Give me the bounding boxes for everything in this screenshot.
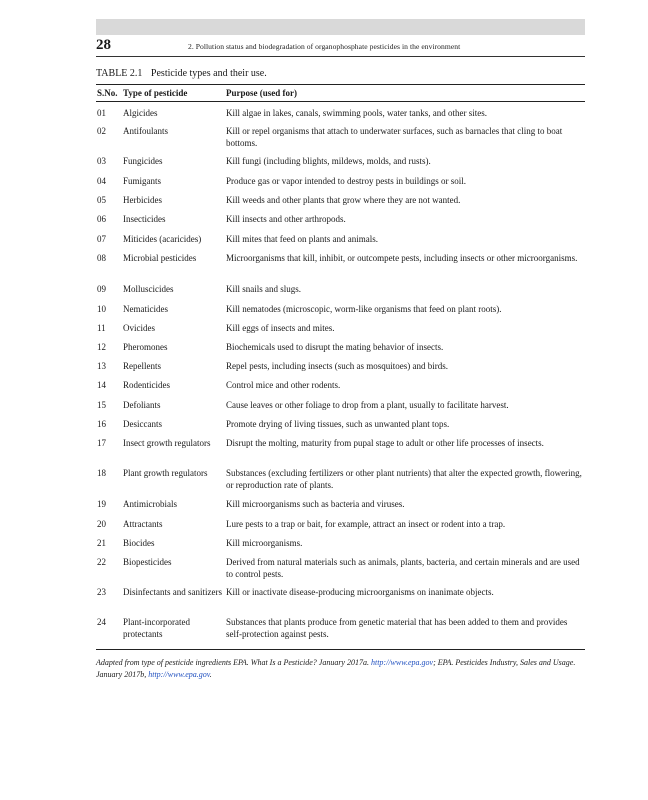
pesticide-type: Molluscicides: [123, 284, 174, 294]
row-number: 16: [97, 419, 106, 429]
pesticide-purpose: Cause leaves or other foliage to drop from a plant, usually to facilitate harvest.: [226, 400, 509, 410]
running-head: 2. Pollution status and biodegradation of organophosphate pesticides in the environment: [188, 42, 461, 51]
row-number: 12: [97, 342, 106, 352]
row-number: 24: [97, 617, 106, 627]
row-number: 14: [97, 380, 106, 390]
pesticide-purpose: Kill eggs of insects and mites.: [226, 323, 335, 333]
pesticide-type: Herbicides: [123, 195, 162, 205]
pesticide-type: Attractants: [123, 519, 163, 529]
row-number: 09: [97, 284, 106, 294]
row-number: 17: [97, 438, 106, 448]
row-number: 19: [97, 499, 106, 509]
pesticide-type: Rodenticides: [123, 380, 170, 390]
row-number: 10: [97, 304, 106, 314]
row-number: 01: [97, 108, 106, 118]
pesticide-purpose: Control mice and other rodents.: [226, 380, 341, 390]
pesticide-type: Disinfectants and sanitizers: [123, 587, 222, 597]
pesticide-type: Microbial pesticides: [123, 253, 197, 263]
pesticide-purpose: Kill or repel organisms that attach to underwater surfaces, such as barnacles that cling to boat bottoms.: [226, 126, 563, 148]
pesticide-type: Pheromones: [123, 342, 168, 352]
row-number: 05: [97, 195, 106, 205]
table-header-rule: [96, 101, 585, 102]
pesticide-purpose: Substances (excluding fertilizers or other plant nutrients) that alter the expected growth, flowering, or reproduction rate of plants.: [226, 468, 582, 490]
table-top-rule: [96, 84, 585, 85]
table-bottom-rule: [96, 649, 585, 650]
footnote-text-1: Adapted from type of pesticide ingredients EPA. What Is a Pesticide? January 2017a.: [96, 658, 371, 667]
pesticide-purpose: Kill insects and other arthropods.: [226, 214, 346, 224]
pesticide-type: Biocides: [123, 538, 155, 548]
table-title: Pesticide types and their use.: [150, 68, 267, 79]
pesticide-type: Defoliants: [123, 400, 161, 410]
pesticide-purpose: Kill microorganisms.: [226, 538, 303, 548]
row-number: 03: [97, 156, 106, 166]
column-header-sno: S.No.: [97, 88, 118, 98]
row-number: 11: [97, 323, 106, 333]
table-label: TABLE 2.1: [96, 68, 143, 79]
footnote-text-3: .: [209, 669, 212, 679]
pesticide-purpose: Disrupt the molting, maturity from pupal stage to adult or other life processes of insects.: [226, 438, 544, 448]
pesticide-purpose: Promote drying of living tissues, such as unwanted plant tops.: [226, 419, 450, 429]
row-number: 22: [97, 557, 106, 567]
column-header-purpose: Purpose (used for): [226, 88, 297, 98]
pesticide-type: Plant-incorporated protectants: [123, 617, 190, 639]
pesticide-purpose: Microorganisms that kill, inhibit, or outcompete pests, including insects or other microorganisms.: [226, 253, 578, 263]
pesticide-purpose: Kill or inactivate disease-producing microorganisms on inanimate objects.: [226, 587, 494, 597]
column-header-type: Type of pesticide: [123, 88, 188, 98]
header-band: [96, 19, 585, 35]
pesticide-purpose: Lure pests to a trap or bait, for example, attract an insect or rodent into a trap.: [226, 519, 506, 529]
pesticide-purpose: Produce gas or vapor intended to destroy pests in buildings or soil.: [226, 176, 466, 186]
pesticide-purpose: Repel pests, including insects (such as mosquitoes) and birds.: [226, 361, 448, 371]
pesticide-purpose: Kill microorganisms such as bacteria and viruses.: [226, 499, 405, 509]
pesticide-type: Algicides: [123, 108, 158, 118]
footnote-link-2[interactable]: http://www.epa.gov: [148, 669, 210, 679]
row-number: 08: [97, 253, 106, 263]
row-number: 21: [97, 538, 106, 548]
pesticide-type: Insecticides: [123, 214, 166, 224]
pesticide-purpose: Kill snails and slugs.: [226, 284, 302, 294]
pesticide-type: Fumigants: [123, 176, 162, 186]
pesticide-purpose: Kill weeds and other plants that grow where they are not wanted.: [226, 195, 461, 205]
pesticide-type: Biopesticides: [123, 557, 172, 567]
header-divider: [96, 56, 585, 57]
pesticide-type: Antimicrobials: [123, 499, 177, 509]
pesticide-type: Nematicides: [123, 304, 168, 314]
table-caption: [96, 68, 267, 79]
row-number: 07: [97, 234, 106, 244]
pesticide-purpose: Biochemicals used to disrupt the mating behavior of insects.: [226, 342, 444, 352]
pesticide-type: Desiccants: [123, 419, 162, 429]
pesticide-type: Miticides (acaricides): [123, 234, 202, 244]
page-number: 28: [96, 37, 111, 53]
row-number: 04: [97, 176, 106, 186]
pesticide-type: Fungicides: [123, 156, 163, 166]
row-number: 02: [97, 126, 106, 136]
pesticide-type: Ovicides: [123, 323, 155, 333]
pesticide-type: Insect growth regulators: [123, 438, 211, 448]
pesticide-purpose: Kill algae in lakes, canals, swimming pools, water tanks, and other sites.: [226, 108, 487, 118]
row-number: 06: [97, 214, 106, 224]
table-footnote: [96, 657, 585, 680]
pesticide-purpose: Derived from natural materials such as animals, plants, bacteria, and certain minerals and are used to control pests.: [226, 557, 580, 579]
row-number: 13: [97, 361, 106, 371]
row-number: 23: [97, 587, 106, 597]
pesticide-purpose: Kill fungi (including blights, mildews, molds, and rusts).: [226, 156, 431, 166]
footnote-link-1[interactable]: http://www.epa.gov: [370, 658, 434, 667]
pesticide-purpose: Kill nematodes (microscopic, worm-like organisms that feed on plant roots).: [226, 304, 502, 314]
pesticide-purpose: Substances that plants produce from genetic material that has been added to them and provides self-protection against pests.: [226, 617, 568, 639]
pesticide-type: Antifoulants: [123, 126, 168, 136]
row-number: 20: [97, 519, 106, 529]
pesticide-purpose: Kill mites that feed on plants and animals.: [226, 234, 378, 244]
pesticide-type: Plant growth regulators: [123, 468, 208, 478]
row-number: 18: [97, 468, 106, 478]
footnote-text-2: ; EPA. Pesticides Industry, Sales and Usage. January 2017b,: [96, 658, 576, 679]
row-number: 15: [97, 400, 106, 410]
pesticide-type: Repellents: [123, 361, 161, 371]
